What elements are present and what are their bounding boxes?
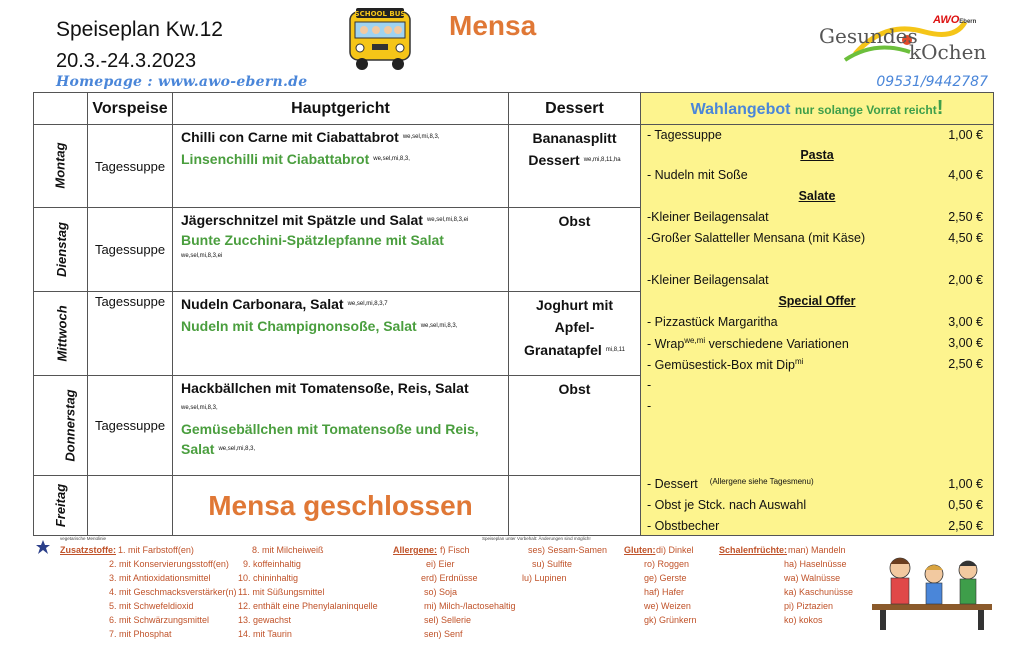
zusatz-item: 13. gewachst <box>238 615 292 625</box>
mensa-heading: Mensa <box>449 10 537 41</box>
wahl-item: -Kleiner Beilagensalat 2,50 € <box>647 210 983 224</box>
wahl-section-salate: Salate <box>798 189 836 203</box>
allergen-item: f) Fisch <box>440 545 470 555</box>
col-wahlangebot: Wahlangebot nur solange Vorrat reicht! <box>641 93 994 125</box>
zusatz-item: 12. enthält eine Phenylalaninquelle <box>238 601 378 611</box>
wahl-item: - <box>647 399 652 413</box>
wahl-item: - Wrap$^{we,mi}$ verschiedene Variationen 3,00 € <box>647 336 983 352</box>
zusatz-item: 4. mit Geschmacksverstärker(n) <box>109 587 237 597</box>
homepage-link[interactable]: Homepage : www.awo-ebern.de <box>56 74 308 90</box>
day-donnerstag: Donnerstag <box>34 376 88 476</box>
allergen-item: ei) Eier <box>426 559 455 569</box>
nuss-label: Schalenfrüchte: <box>719 545 788 555</box>
zusatz-item: 8. mit Milcheiweiß <box>252 545 324 555</box>
wahl-item: - Obstbecher 2,50 € <box>647 519 983 533</box>
gluten-label: Gluten: <box>624 545 656 555</box>
allergen-item: lu) Lupinen <box>522 573 567 583</box>
phone-number: 09531/9442787 <box>876 74 988 90</box>
nuss-item: pi) Piztazien <box>784 601 834 611</box>
logo-word-gesundes: Gesundes <box>819 24 918 48</box>
veg-note: vegetarische Menülinie <box>60 536 107 541</box>
wahl-item: -Großer Salatteller Mensana (mit Käse) 4,50 € <box>647 231 983 245</box>
zusatz-item: 14. mit Taurin <box>238 629 292 639</box>
main-dienstag: Jägerschnitzel mit Spätzle und Salat $^{we,sel,mi,8,3,ei}$ Bunte Zucchini-Spätzlepfanne mit Salat $^{we,sel,mi,8,3,ei}$ <box>173 208 509 292</box>
vorspeise-montag: Tagessuppe <box>88 125 173 208</box>
wahlangebot-list <box>641 125 994 536</box>
zusatz-item: 5. mit Schwefeldioxid <box>109 601 194 611</box>
gluten-item: ro) Roggen <box>644 559 690 569</box>
wahl-section-special: Special Offer <box>778 294 856 308</box>
gluten-item: di) Dinkel <box>656 545 694 555</box>
school-bus-icon <box>342 6 418 74</box>
gluten-item: we) Weizen <box>644 601 691 611</box>
allergen-item: sel) Sellerie <box>424 615 472 625</box>
gesundes-kochen-logo <box>815 10 995 72</box>
closed-notice: Mensa geschlossen <box>173 476 509 536</box>
day-montag: Montag <box>34 125 88 208</box>
zusatz-item: 7. mit Phosphat <box>109 629 172 639</box>
zusatz-label: Zusatzstoffe: <box>60 545 116 555</box>
col-vorspeise: Vorspeise <box>88 93 173 125</box>
wahl-item: - Gemüsestick-Box mit Dip$^{mi}$ 2,50 € <box>647 357 983 373</box>
allergen-item: so) Soja <box>424 587 458 597</box>
gluten-item: ge) Gerste <box>644 573 687 583</box>
menu-table <box>33 92 994 536</box>
col-hauptgericht: Hauptgericht <box>173 93 509 125</box>
veg-star-icon <box>36 540 50 554</box>
day-dienstag: Dienstag <box>34 208 88 292</box>
allergen-item: sen) Senf <box>424 629 463 639</box>
legend-footer <box>0 534 1014 662</box>
nuss-item: ha) Haselnüsse <box>784 559 847 569</box>
wahl-section-pasta: Pasta <box>800 148 834 162</box>
vorspeise-donnerstag: Tagessuppe <box>88 376 173 476</box>
nuss-item: wa) Walnüsse <box>784 573 841 583</box>
zusatz-item: 9. koffeinhaltig <box>243 559 301 569</box>
col-dessert: Dessert <box>509 93 641 125</box>
zusatz-item: 3. mit Antioxidationsmittel <box>109 573 211 583</box>
main-montag: Chilli con Carne mit Ciabattabrot $^{we,sel,mi,8,3,}$ Linsenchilli mit Ciabattabrot $^{we,sel,mi,8,3,}$ <box>173 125 509 208</box>
zusatz-item: 11. mit Süßungsmittel <box>238 587 325 597</box>
wahl-item: -Kleiner Beilagensalat 2,00 € <box>647 273 983 287</box>
vorspeise-dienstag: Tagessuppe <box>88 208 173 292</box>
wahl-item: - Nudeln mit Soße 4,00 € <box>647 168 983 182</box>
nuss-item: man) Mandeln <box>788 545 846 555</box>
allergen-item: ses) Sesam-Samen <box>528 545 608 555</box>
vorspeise-mittwoch: Tagessuppe <box>88 292 173 376</box>
change-note: Speiseplan unter Vorbehalt: Änderungen sind möglich! <box>482 536 591 541</box>
gluten-item: gk) Grünkern <box>644 615 697 625</box>
zusatz-item: 1. mit Farbstoff(en) <box>118 545 194 555</box>
dessert-dienstag: Obst <box>509 208 641 292</box>
main-mittwoch: Nudeln Carbonara, Salat $^{we,sel,mi,8,3,7}$ Nudeln mit Champignonsoße, Salat $^{we,sel,mi,8,3,}$ <box>173 292 509 376</box>
dessert-donnerstag: Obst <box>509 376 641 476</box>
zusatz-item: 6. mit Schwärzungsmittel <box>109 615 210 625</box>
allergen-item: mi) Milch-/lactosehaltig <box>424 601 516 611</box>
wahl-item: - Obst je Stck. nach Auswahl 0,50 € <box>647 498 983 512</box>
logo-word-kochen: kOchen <box>909 40 987 64</box>
dessert-montag: Bananasplitt Dessert $^{we,mi,8,11,ha}$ <box>509 125 641 208</box>
allergen-item: erd) Erdnüsse <box>421 573 478 583</box>
dessert-mittwoch: Joghurt mit Apfel-Granatapfel $^{mi,8,11}$ <box>509 292 641 376</box>
wahl-item: - <box>647 378 652 392</box>
row-montag <box>34 125 994 208</box>
students-illustration-icon <box>872 552 992 630</box>
wahl-item: - Dessert $^{(Allergene siehe Tagesmenu)}$ 1,00 € <box>647 477 983 491</box>
corner-cell <box>34 93 88 125</box>
date-range: 20.3.-24.3.2023 <box>56 50 197 72</box>
gluten-item: haf) Hafer <box>644 587 685 597</box>
dessert-freitag <box>509 476 641 536</box>
zusatz-item: 2. mit Konservierungsstoff(en) <box>109 559 229 569</box>
bus-sign-text: SCHOOL BUS <box>354 10 406 18</box>
allergen-item: su) Sulfite <box>532 559 573 569</box>
page-title: Speiseplan Kw.12 <box>56 18 223 41</box>
day-freitag: Freitag <box>34 476 88 536</box>
wahl-item: - Tagessuppe 1,00 € <box>647 128 983 142</box>
awo-brand: AWOEbern <box>933 14 977 26</box>
zusatz-item: 10. chininhaltig <box>238 573 299 583</box>
allergen-label: Allergene: <box>393 545 438 555</box>
wahl-item: - Pizzastück Margaritha 3,00 € <box>647 315 983 329</box>
main-donnerstag: Hackbällchen mit Tomatensoße, Reis, Salat $^{we,sel,mi,8,3,}$ Gemüsebällchen mit Tomatensoße und Reis, Salat $^{we,sel,mi,8,3,}$ <box>173 376 509 476</box>
day-mittwoch: Mittwoch <box>34 292 88 376</box>
nuss-item: ko) kokos <box>784 615 823 625</box>
nuss-item: ka) Kaschunüsse <box>784 587 854 597</box>
vorspeise-freitag <box>88 476 173 536</box>
